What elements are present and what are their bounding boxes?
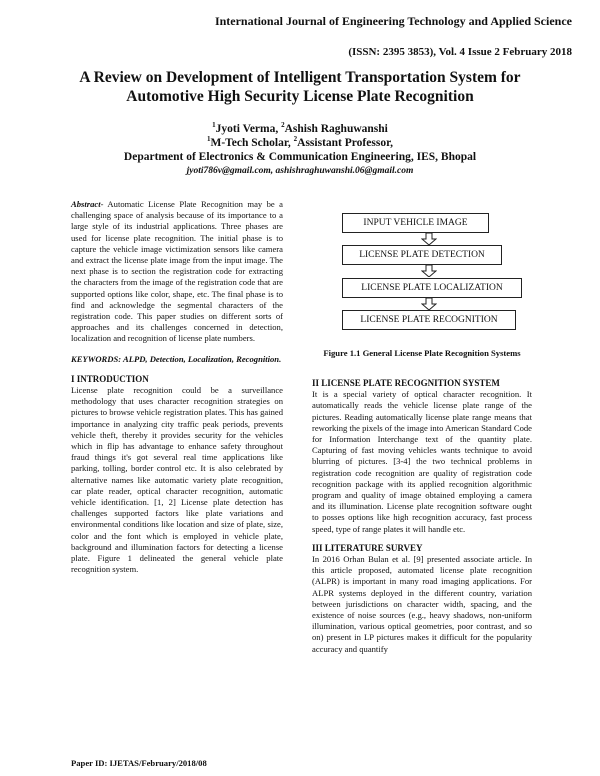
figure-caption: Figure 1.1 General License Plate Recognition Systems [323,348,521,358]
flow-step-localization: LICENSE PLATE LOCALIZATION [342,278,522,298]
paper-title [40,68,560,106]
section2-text: It is a special variety of optical character recognition. It automatically reads the vehicle license plate range of the pictures. Reading automatically license plate range means that reworking the pixels of the image into American Standard Code for Information Interchange text of the quantity plate. Capturing of fast moving vehicles wants technique to avoid blurring of pictures. [3-4] the two technical problems in registration code recognition are quality of registration code recognition package with its applied recognition algorithmic program and quality of image obtained employing a camera and its illumination. License plate recognition software ought to posses options like high recognition accuracy, fast process speed, type of range plates it will handle etc. [312,389,532,534]
intro-text: License plate recognition could be a surveillance methodology that uses character recognition strategies on pictures to browse vehicle registration plates. This has gained importance in analyzing city traffic peak periods, prevents vehicle theft, thereby it provides security for the vehicles which in flip has advantage to enhance safety throughout fraud things it's got several real time applications like parking, tolling, border control etc. It is also celebrated by alternative names like automatic variety plate recognition, car plate reader, optical character recognition, automatic vehicle identification. [1, 2] License plate detection has challenges supported factors like plate variations and environmental conditions like location and size of plate, size, color and the font which is employed in vehicle plate, background and illumination factors for detecting a license plate. Figure 1 delineated the general vehicle plate recognition system. [71,385,283,575]
title-line-2: Automotive High Security License Plate Recognition [126,88,474,105]
down-arrow-icon [421,298,437,310]
paper-id-footer: Paper ID: IJETAS/February/2018/08 [71,758,207,768]
author-roles: $^1$M-Tech Scholar, $^2$Assistant Professor, [206,135,393,149]
flow-step-detection: LICENSE PLATE DETECTION [342,245,502,265]
keywords: KEYWORDS: ALPD, Detection, Localization, Recognition. [71,353,282,364]
right-column [312,378,532,655]
abstract: Abstract- Automatic License Plate Recognition may be a challenging space of analysis because of its importance to a large style of its industrial applications. Three phases are used for license plate recognition. The initial phase is to capture the vehicle image victimization sensors like camera and extract the license plate image from the input image. The next phase is to section the registration code for extracting the characters from the image of the registration code that are supported options like color, shape, etc. The final phase is to find and acknowledge the segmental characters of the registration code. This paper studies on different sorts of approaches and its challenges concerned in detection, localization and recognition of license plate numbers. [71,199,283,344]
issn-line: (ISSN: 2395 3853), Vol. 4 Issue 2 February 2018 [348,46,572,58]
down-arrow-icon [421,233,437,245]
section2-heading: II LICENSE PLATE RECOGNITION SYSTEM [312,378,500,388]
author-names: $^1$Jyoti Verma, $^2$Ashish Raghuwanshi [212,121,388,135]
left-column [71,199,283,576]
title-line-1: A Review on Development of Intelligent Transportation System for [79,69,521,86]
author-block [0,122,600,178]
author-emails: jyoti786v@gmail.com, ashishraghuwanshi.06@gmail.com [186,166,414,176]
journal-name: International Journal of Engineering Technology and Applied Science [214,14,572,28]
down-arrow-icon [421,265,437,277]
section3-heading: III LITERATURE SURVEY [312,542,423,553]
intro-heading: I INTRODUCTION [71,373,149,384]
department: Department of Electronics & Communication Engineering, IES, Bhopal [123,151,477,163]
figure-flowchart [312,205,532,345]
flow-step-input: INPUT VEHICLE IMAGE [342,213,489,233]
flow-step-recognition: LICENSE PLATE RECOGNITION [342,310,516,330]
section3-text: In 2016 Orhan Bulan et al. [9] presented associate article. In this article proposed, automated license plate recognition (ALPR) is important in many road imaging applications. For ALPR systems deployed in the different country, variation between jurisdictions on character width, spacing, and the existence of noise sources (e.g., heavy shadows, non-uniform illumination, various optical geometries, poor contrast, and so on) present in LP pictures makes it difficult for the popularity accuracy and quantify [312,554,532,654]
